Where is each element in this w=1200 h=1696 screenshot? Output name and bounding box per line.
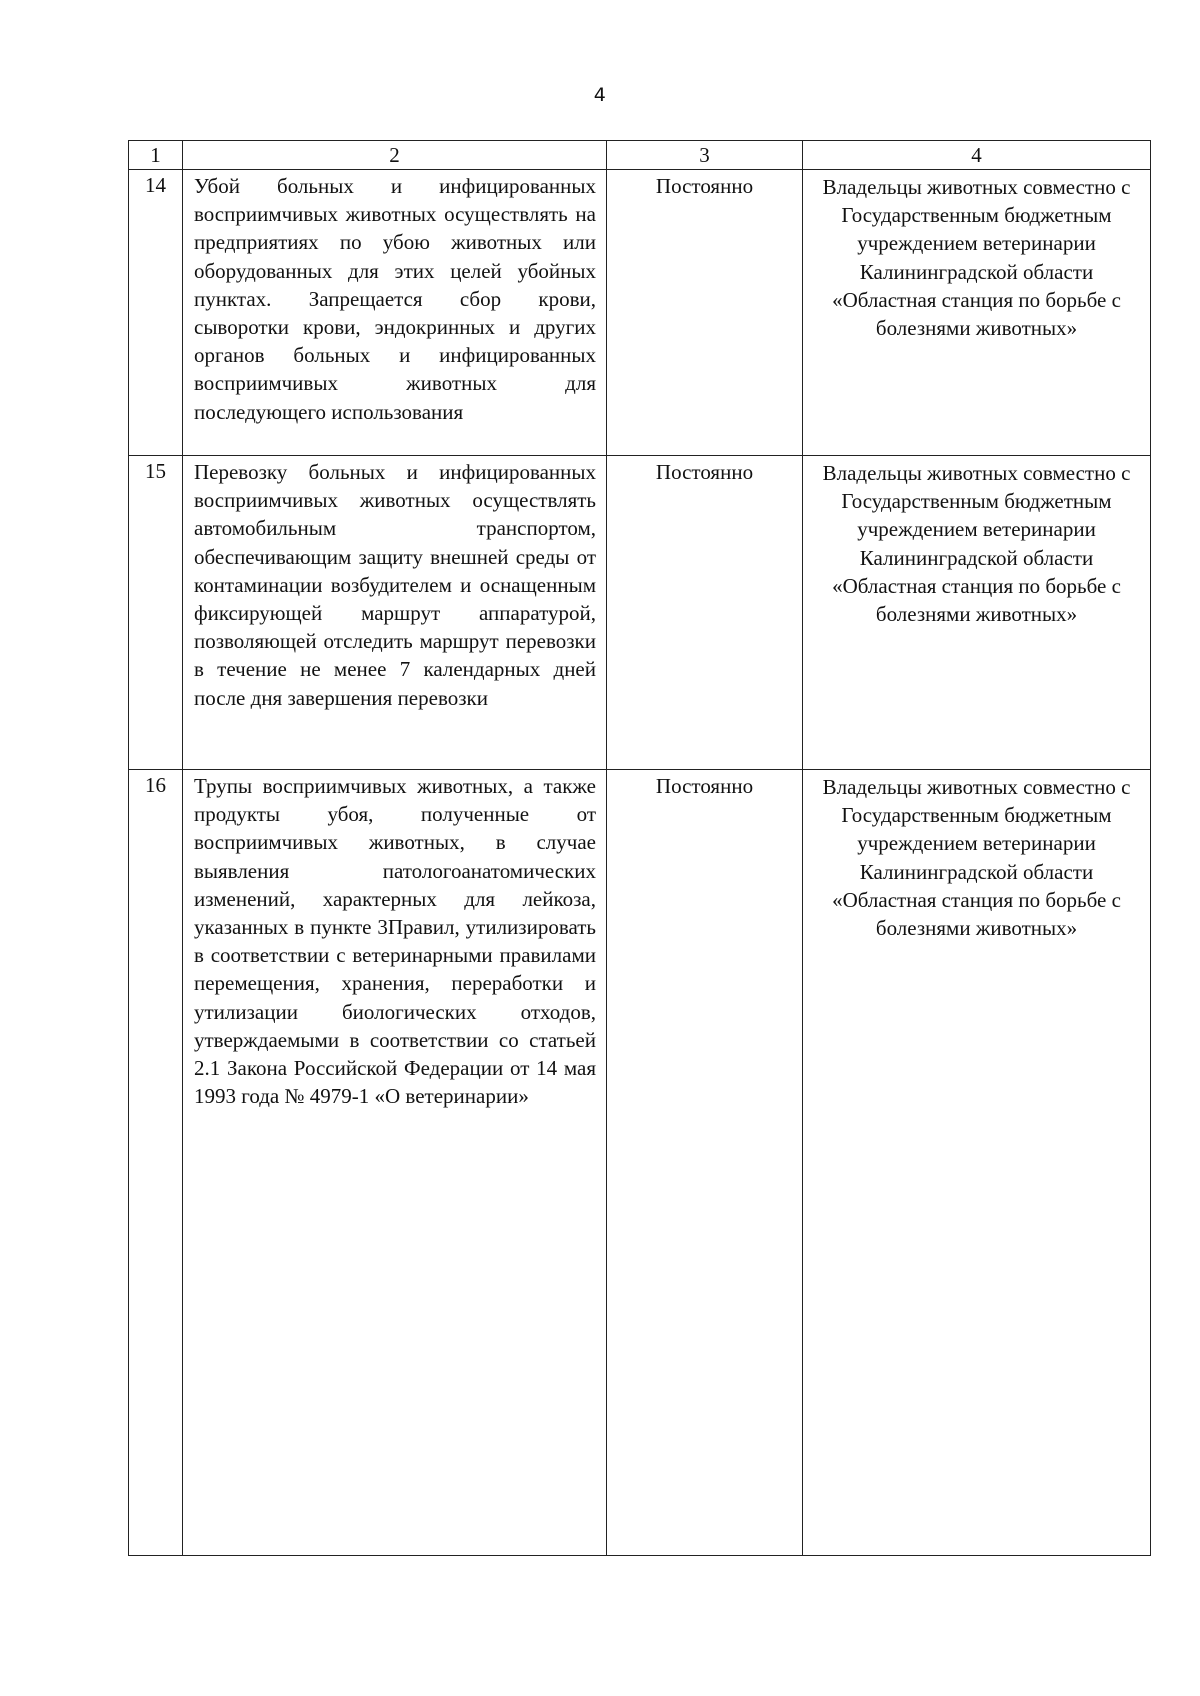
row-term: Постоянно [607, 456, 803, 770]
row-number: 15 [129, 456, 183, 770]
table-row [129, 456, 1151, 770]
table-header-row [129, 141, 1151, 170]
row-term: Постоянно [607, 770, 803, 1556]
row-responsible: Владельцы животных совместно с Государственным бюджетным учреждением ветеринарии Калининградской области «Областная станция по борьбе с болезнями животных» [803, 456, 1151, 770]
row-number: 14 [129, 170, 183, 456]
row-action: Перевозку больных и инфицированных восприимчивых животных осуществлять автомобильным транспортом, обеспечивающим защиту внешней среды от контаминации возбудителем и оснащенным фиксирующей маршрут аппаратурой, позволяющей отследить маршрут перевозки в течение не менее 7 календарных дней после дня завершения перевозки [183, 456, 607, 770]
header-col-3: 3 [607, 141, 803, 170]
row-action: Трупы восприимчивых животных, а также продукты убоя, полученные от восприимчивых животных, в случае выявления патологоанатомических изменений, характерных для лейкоза, указанных в пункте 3Правил, утилизировать в соответствии с ветеринарными правилами перемещения, хранения, переработки и утилизации биологических отходов, утверждаемыми в соответствии со статьей 2.1 Закона Российской Федерации от 14 мая 1993 года № 4979-1 «О ветеринарии» [183, 770, 607, 1556]
header-col-4: 4 [803, 141, 1151, 170]
row-responsible: Владельцы животных совместно с Государственным бюджетным учреждением ветеринарии Калининградской области «Областная станция по борьбе с болезнями животных» [803, 170, 1151, 456]
header-col-1: 1 [129, 141, 183, 170]
row-number: 16 [129, 770, 183, 1556]
row-responsible: Владельцы животных совместно с Государственным бюджетным учреждением ветеринарии Калининградской области «Областная станция по борьбе с болезнями животных» [803, 770, 1151, 1556]
table-row [129, 170, 1151, 456]
page-number: 4 [593, 84, 607, 106]
row-term: Постоянно [607, 170, 803, 456]
row-action: Убой больных и инфицированных восприимчивых животных осуществлять на предприятиях по убою животных или оборудованных для этих целей убойных пунктах. Запрещается сбор крови, сыворотки крови, эндокринных и других органов больных и инфицированных восприимчивых животных для последующего использования [183, 170, 607, 456]
table-row [129, 770, 1151, 1556]
header-col-2: 2 [183, 141, 607, 170]
measures-table [128, 140, 1151, 1556]
